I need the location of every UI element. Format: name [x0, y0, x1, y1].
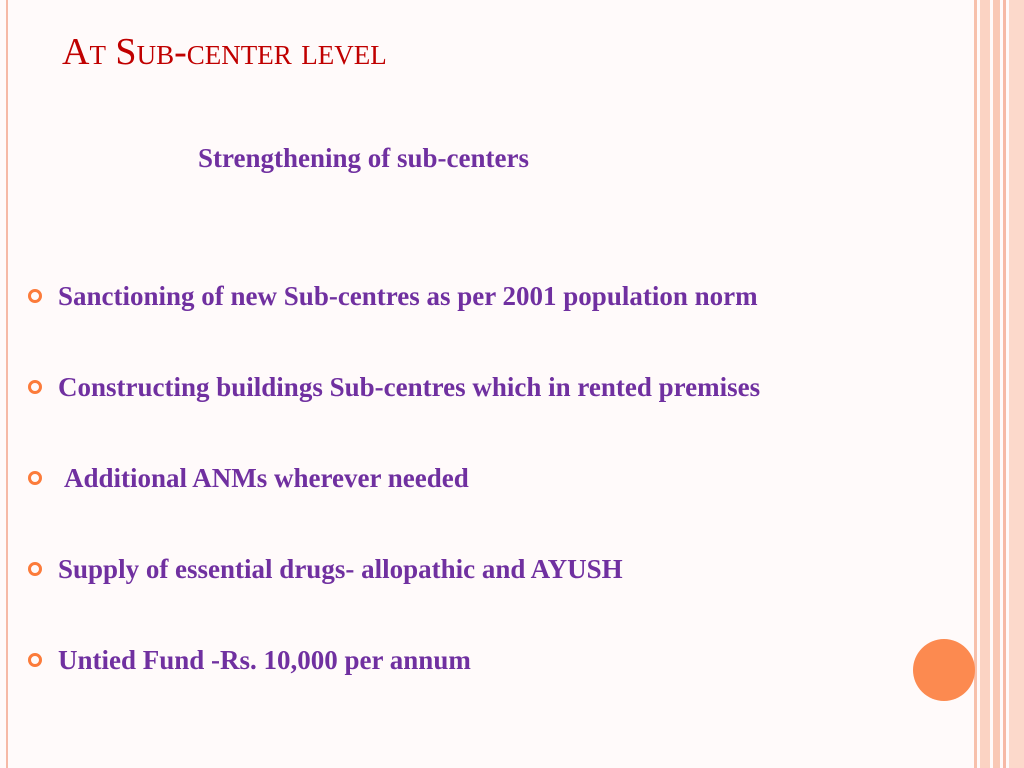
bullet-item [28, 276, 758, 316]
bullet-circle-icon [28, 562, 42, 576]
stripe [1003, 0, 1006, 768]
bullet-item [28, 640, 471, 680]
left-border-line [6, 0, 8, 768]
slide-title: At Sub-center level [62, 31, 387, 73]
bullet-text: Constructing buildings Sub-centres which in rented premises [58, 371, 761, 402]
bullet-item [28, 549, 623, 589]
stripe [980, 0, 990, 768]
stripe [993, 0, 1000, 768]
decorative-stripes [974, 0, 1024, 768]
bullet-text: Untied Fund -Rs. 10,000 per annum [58, 644, 471, 675]
bullet-text: Sanctioning of new Sub-centres as per 2001 population norm [58, 280, 758, 311]
bullet-circle-icon [28, 380, 42, 394]
bullet-text: Supply of essential drugs- allopathic and AYUSH [58, 553, 623, 584]
bullet-circle-icon [28, 653, 42, 667]
slide-subtitle: Strengthening of sub-centers [198, 143, 530, 173]
bullet-item [28, 367, 760, 407]
stripe [974, 0, 977, 768]
bullet-circle-icon [28, 289, 42, 303]
bullet-circle-icon [28, 471, 42, 485]
bullet-item [28, 458, 469, 498]
bullet-text: Additional ANMs wherever needed [64, 462, 469, 493]
orange-circle-decoration [913, 639, 975, 701]
stripe [1009, 0, 1024, 768]
